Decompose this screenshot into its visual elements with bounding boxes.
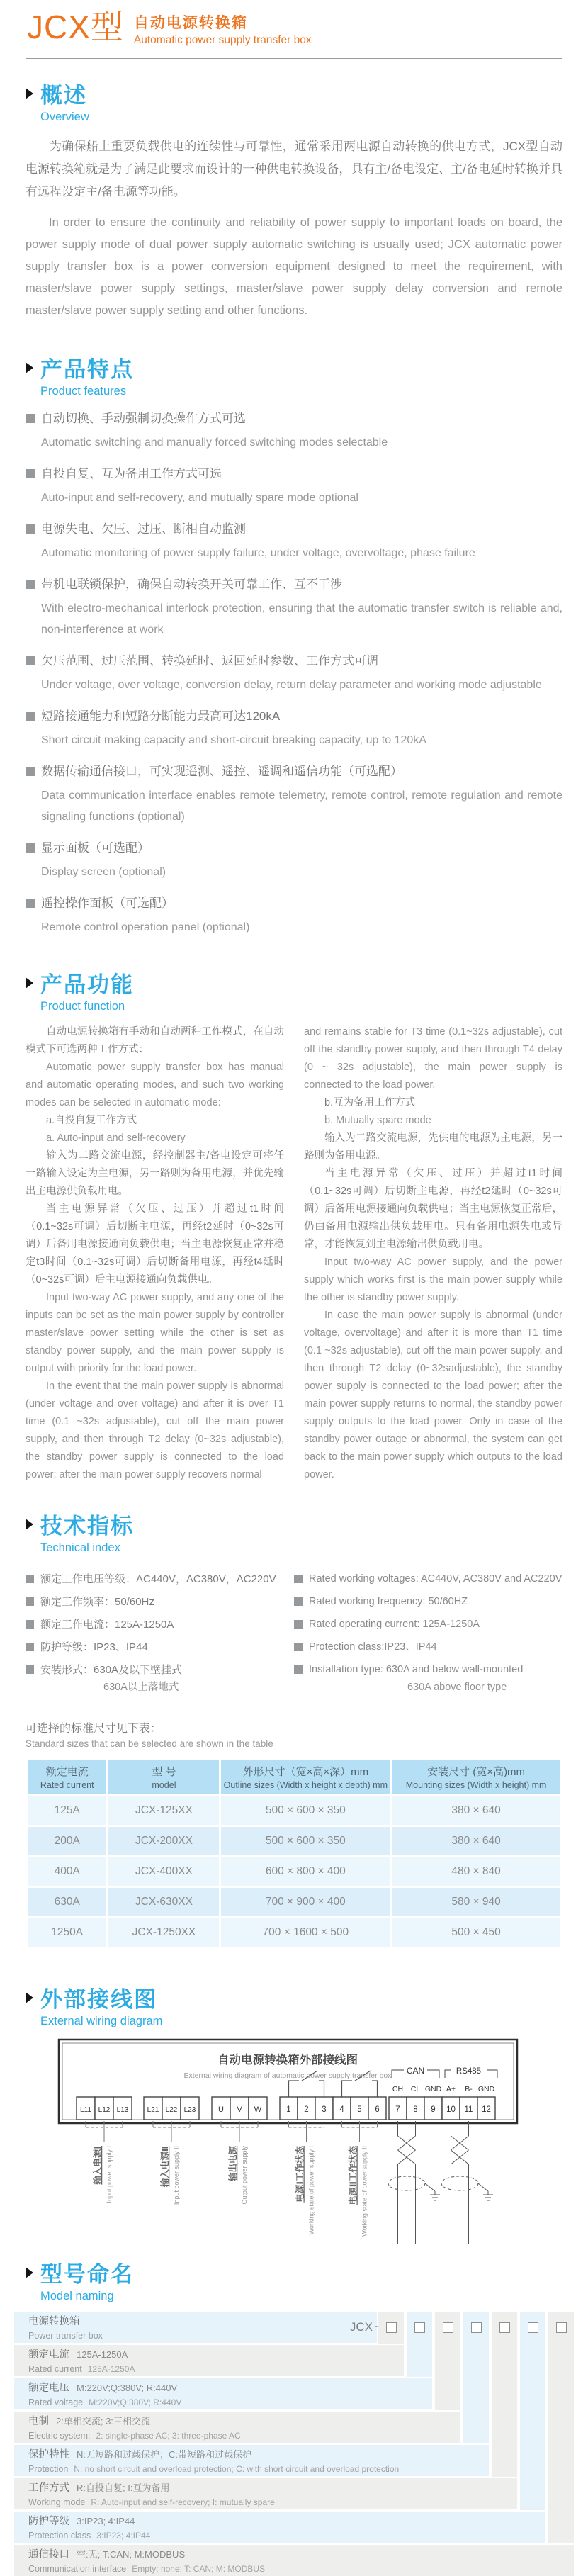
naming-value-zh: 3:IP23; 4:IP44 — [77, 2516, 135, 2526]
function-paragraph: a. Auto-input and self-recovery — [46, 1132, 186, 1144]
section-title-zh: 型号命名 — [40, 2262, 134, 2287]
sizes-note-zh: 可选择的标准尺寸见下表： — [26, 1723, 162, 1735]
feature-text-en: Auto-input and self-recovery, and mutually spare mode optional — [41, 492, 358, 504]
feature-item — [26, 651, 562, 696]
feature-text-zh: 自动切换、手动强制切换操作方式可选 — [41, 412, 246, 425]
wiring-diagram-title-en: External wiring diagram of automatic power supply transfer box — [183, 2071, 392, 2080]
triangle-marker-icon — [26, 977, 33, 989]
table-cell: 1250A — [28, 1918, 106, 1947]
rs485-label: RS485 — [456, 2067, 482, 2076]
overview-paragraph-en: In order to ensure the continuity and reliability of power supply to important loads on board, the power supply mode of dual power supply automatic switching is usually used; JCX automatic power supply transfer box is a power conversion equipment designed to meet the requirement, with master/slave power supply settings, master/slave power supply delay conversion and remote master/slave power supply setting and other functions. — [26, 216, 562, 317]
overview-title — [26, 77, 562, 109]
table-cell: 380 × 640 — [392, 1827, 560, 1855]
section-title-en: Technical index — [40, 1541, 120, 1554]
terminal-label: 3 — [322, 2105, 327, 2114]
naming-value-en: 125A-1250A — [87, 2364, 135, 2374]
naming-box — [528, 2322, 538, 2333]
bullet-icon — [294, 1643, 303, 1651]
terminal-label: 2 — [304, 2105, 309, 2114]
terminal-label: 11 — [464, 2105, 473, 2114]
ground-lead — [425, 2183, 435, 2191]
wiring-diagram-title-zh: 自动电源转换箱外部接线图 — [217, 2054, 358, 2066]
wiring-group-label-zh: 电源Ⅱ工作状态 — [348, 2146, 358, 2205]
naming-value-en: R: Auto-input and self-recovery; I: mutually spare — [91, 2497, 275, 2507]
wiring-group-label-zh: 输出电源 — [228, 2146, 238, 2182]
feature-item — [26, 706, 562, 751]
naming-row — [14, 2412, 460, 2443]
function-paragraph: 自动电源转换箱有手动和自动两种工作模式，在自动模式下可选两种工作方式： — [26, 1026, 284, 1055]
naming-value-en: 2: single-phase AC; 3: three-phase AC — [96, 2431, 241, 2441]
bullet-icon — [294, 1620, 303, 1629]
tech-item: 额定工作电流：125A-1250A — [26, 1615, 294, 1634]
table-cell: 700 × 900 × 400 — [221, 1888, 390, 1916]
triangle-marker-icon — [26, 88, 33, 99]
product-title-en: Automatic power supply transfer box — [133, 34, 312, 46]
terminal-label: 5 — [357, 2105, 362, 2114]
naming-row — [14, 2512, 545, 2543]
naming-column-strip — [492, 2312, 517, 2477]
feature-item — [26, 893, 562, 938]
terminal-label: 9 — [431, 2105, 436, 2114]
feature-text-en: Remote control operation panel (optional) — [41, 921, 250, 933]
triangle-marker-icon — [26, 1519, 33, 1530]
naming-title — [26, 2256, 562, 2288]
feature-text-zh: 短路接通能力和短路分断能力最高可达120kA — [41, 709, 281, 723]
feature-text-zh: 带机电联锁保护，确保自动转换开关可靠工作、互不干涉 — [41, 578, 342, 591]
section-title-en: Product features — [40, 385, 127, 398]
triangle-marker-icon — [26, 362, 33, 373]
table-cell: JCX-400XX — [108, 1857, 219, 1886]
table-header-cell: 额定电流 Rated current — [28, 1760, 106, 1794]
table-cell: 700 × 1600 × 500 — [221, 1918, 390, 1947]
ground-symbol — [430, 2191, 440, 2200]
section-title-zh: 技术指标 — [40, 1514, 134, 1539]
technical-column-zh — [26, 1566, 294, 1695]
feature-text-en: Automatic switching and manually forced switching modes selectable — [41, 437, 388, 449]
table-header-row — [28, 1760, 560, 1794]
pin-label: CL — [410, 2085, 421, 2093]
terminal-label: U — [218, 2105, 224, 2114]
naming-label-en: Working mode — [28, 2497, 86, 2507]
naming-label-zh: 电制 — [28, 2416, 49, 2427]
section-title-en: Product function — [40, 1000, 125, 1013]
section-title-en: Overview — [40, 111, 89, 123]
naming-row — [14, 2478, 517, 2509]
function-column-left — [26, 1023, 284, 1484]
naming-row — [14, 2445, 489, 2476]
header-divider — [26, 58, 562, 59]
tech-item: Rated working frequency: 50/60HZ — [294, 1592, 562, 1612]
product-model: JCX型 — [27, 9, 124, 45]
naming-label-zh: 额定电压 — [28, 2383, 69, 2394]
tech-item: 额定工作电压等级：AC440V，AC380V，AC220V — [26, 1570, 294, 1589]
terminal-strip — [77, 2097, 495, 2120]
shield-ellipse — [441, 2176, 478, 2190]
shield-ellipse — [388, 2176, 425, 2190]
function-paragraph: Input two-way AC power supply, and any one of the inputs can be set as the main power supply by controller master/slave power setting while the other is set as standby power supply, and the main power supply is output with priority for the load power. — [26, 1292, 284, 1374]
feature-text-zh: 遥控操作面板（可选配） — [41, 896, 174, 910]
naming-value-en: Empty: none; T: CAN; M: MODBUS — [132, 2564, 266, 2574]
bullet-icon — [294, 1665, 303, 1674]
naming-label-en: Protection — [28, 2464, 69, 2474]
bullet-icon — [26, 1643, 34, 1651]
naming-row — [14, 2345, 404, 2376]
feature-text-zh: 欠压范围、过压范围、转换延时、返回延时参数、工作方式可调 — [41, 654, 378, 668]
naming-label-zh: 工作方式 — [28, 2482, 69, 2494]
bullet-icon — [26, 524, 35, 534]
feature-text-en: Short circuit making capacity and short-circuit breaking capacity, up to 120kA — [41, 734, 426, 746]
table-cell: JCX-200XX — [108, 1827, 219, 1855]
table-row — [28, 1796, 560, 1825]
tech-item: 额定工作频率：50/60Hz — [26, 1592, 294, 1612]
table-cell: 380 × 640 — [392, 1796, 560, 1825]
function-paragraph: In case the main power supply is abnormal (under voltage, overvoltage) and after it is more than T1 time (0.1 ~32s adjustable), cut off the main power supply, and then through T2 delay (0~32sadjustable), the standby power supply is connected to the load power; after the main power supply returns to normal, the standby power supply outputs to the load power. Only in case of the standby power outage or abnormal, the system can get back to the main power supply which outputs to the load power. — [304, 1310, 562, 1480]
naming-row — [14, 2312, 377, 2343]
pin-label: GND — [424, 2085, 442, 2093]
naming-box — [556, 2322, 567, 2333]
wiring-group-label-en: Working state of power supply II — [361, 2146, 368, 2237]
naming-label-en: Power transfer box — [28, 2331, 103, 2341]
technical-title — [26, 1508, 562, 1540]
bullet-icon — [26, 1665, 34, 1674]
tech-item: Rated working voltages: AC440V, AC380V and AC220V — [294, 1570, 562, 1589]
terminal-label: L13 — [116, 2106, 129, 2114]
naming-value-zh: N:无短路和过载保护；C:带短路和过载保护 — [77, 2449, 252, 2460]
table-row — [28, 1827, 560, 1855]
naming-label-en: Rated voltage — [28, 2397, 84, 2407]
table-cell: JCX-1250XX — [108, 1918, 219, 1947]
function-title — [26, 967, 562, 999]
sizes-table — [26, 1757, 562, 1949]
naming-box — [414, 2322, 425, 2333]
feature-text-en: With electro-mechanical interlock protection, ensuring that the automatic transfer switch is reliable and, non-interference at work — [41, 602, 562, 636]
naming-value-en: 3:IP23; 4:IP44 — [96, 2531, 151, 2541]
terminal-label: L22 — [165, 2106, 178, 2114]
model-naming-diagram — [14, 2312, 588, 2576]
triangle-marker-icon — [26, 2267, 33, 2278]
tech-item: Rated operating current: 125A-1250A — [294, 1615, 562, 1634]
terminal-label: L21 — [147, 2106, 159, 2114]
tech-item: Protection class:IP23、IP44 — [294, 1638, 562, 1657]
naming-label-en: Communication interface — [28, 2564, 127, 2574]
naming-label-zh: 防护等级 — [28, 2516, 69, 2527]
feature-text-en: Under voltage, over voltage, conversion delay, return delay parameter and working mode adjustable — [41, 679, 542, 691]
product-title-zh: 自动电源转换箱 — [133, 15, 248, 31]
terminal-label: 8 — [413, 2105, 418, 2114]
naming-value-en: M:220V;Q:380V; R:440V — [89, 2397, 182, 2407]
section-title-zh: 产品特点 — [40, 357, 134, 382]
section-title-zh: 概述 — [40, 83, 87, 108]
table-cell: 580 × 940 — [392, 1888, 560, 1916]
overview-paragraph-zh: 为确保船上重要负载供电的连续性与可靠性，通常采用两电源自动转换的供电方式，JCX型自动电源转换箱就是为了满足此要求而设计的一种供电转换设备，具有主/备电设定、主/备电延时转换并具有远程设定主/备电源等功能。 — [26, 140, 562, 198]
naming-row — [14, 2545, 574, 2576]
terminal-label: 1 — [286, 2105, 291, 2114]
naming-value-zh: M:220V;Q:380V; R:440V — [77, 2383, 178, 2393]
technical-columns — [26, 1566, 562, 1695]
tech-item: Installation type: 630A and below wall-mounted — [294, 1660, 562, 1680]
feature-item — [26, 574, 562, 641]
function-columns — [26, 1023, 562, 1484]
bullet-icon — [26, 1597, 34, 1606]
wiring-group-label-en: Input power supply I — [106, 2146, 113, 2203]
bullet-icon — [26, 414, 35, 423]
table-header-cell: 外形尺寸（宽×高×深）mm Outline sizes (Width x height x depth) mm — [221, 1760, 390, 1794]
product-title-block — [134, 11, 312, 47]
bullet-icon — [26, 580, 35, 589]
feature-text-zh: 数据传输通信接口，可实现遥测、遥控、遥调和遥信功能（可选配） — [41, 765, 402, 778]
twisted-pair-cable — [388, 2121, 440, 2244]
wiring-group-label-zh: 电源Ⅰ工作状态 — [295, 2146, 305, 2203]
naming-label-zh: 额定电流 — [28, 2349, 69, 2361]
table-cell: 400A — [28, 1857, 106, 1886]
function-paragraph: and remains stable for T3 time (0.1~32s adjustable), cut off the standby power supply, and then through T4 delay (0 ~ 32s adjustable), the main power supply is connected to the load power. — [304, 1026, 562, 1091]
naming-label-en: Rated current — [28, 2364, 82, 2374]
terminal-label: V — [237, 2105, 242, 2114]
table-cell: 480 × 840 — [392, 1857, 560, 1886]
feature-text-en: Data communication interface enables remote telemetry, remote control, remote regulation and remote signaling functions (optional) — [41, 789, 562, 823]
ground-symbol — [483, 2191, 493, 2200]
function-paragraph: b. Mutually spare mode — [324, 1115, 431, 1126]
naming-box — [499, 2322, 510, 2333]
terminal-label: W — [254, 2105, 262, 2114]
tech-item-extra: 630A above floor type — [407, 1682, 507, 1693]
terminal-label: L23 — [183, 2106, 196, 2114]
group-connector — [86, 2121, 378, 2142]
ground-lead — [478, 2183, 488, 2191]
technical-column-en — [294, 1566, 562, 1695]
section-overview — [26, 77, 562, 322]
section-title-zh: 产品功能 — [40, 972, 134, 997]
bullet-icon — [26, 1575, 34, 1583]
terminal-label: 12 — [482, 2105, 491, 2114]
feature-text-zh: 电源失电、欠压、过压、断相自动监测 — [41, 522, 246, 536]
function-paragraph: 输入为二路交流电源，经控制器主/备电设定可将任一路输入设定为主电源，另一路则为备用电源，并优先输出主电源供负载用电。 — [26, 1150, 284, 1197]
naming-label-zh: 保护特性 — [28, 2449, 69, 2460]
table-cell: 200A — [28, 1827, 106, 1855]
function-paragraph: 输入为二路交流电源，先供电的电源为主电源，另一路则为备用电源。 — [304, 1132, 562, 1162]
terminal-label: 4 — [339, 2105, 344, 2114]
feature-item — [26, 463, 562, 509]
naming-box — [443, 2322, 453, 2333]
naming-row — [14, 2378, 432, 2409]
naming-label-zh: 电源转换箱 — [28, 2316, 80, 2327]
wiring-group-label-zh: 输入电源Ⅰ — [93, 2146, 103, 2185]
feature-text-zh: 自投自复、互为备用工作方式可选 — [41, 467, 222, 480]
naming-value-zh: 125A-1250A — [77, 2349, 128, 2360]
naming-value-en: N: no short circuit and overload protection; C: with short circuit and overload protection — [74, 2464, 400, 2474]
pin-label: A+ — [446, 2085, 456, 2093]
can-label: CAN — [406, 2066, 425, 2076]
pin-label: CH — [392, 2085, 404, 2093]
bullet-icon — [26, 899, 35, 908]
bullet-icon — [294, 1597, 303, 1606]
naming-value-zh: 2:单相交流; 3:三相交流 — [56, 2416, 150, 2426]
bullet-icon — [294, 1575, 303, 1583]
pin-label: GND — [477, 2085, 495, 2093]
function-paragraph: In the event that the main power supply is abnormal (under voltage and over voltage) and after it is over T1 time (0.1 ~32s adjustable), cut off the main power supply, and then through T2 delay (0~32s adjustable), the standby power supply is connected to the load power; after the main power supply recovers normal — [26, 1380, 284, 1480]
section-title-zh: 外部接线图 — [40, 1987, 157, 2012]
terminal-label: 10 — [446, 2105, 456, 2114]
terminal-label: 6 — [375, 2105, 380, 2114]
naming-label-zh: 通信接口 — [28, 2549, 69, 2560]
naming-value-zh: 空:无; T:CAN; M:MODBUS — [77, 2549, 186, 2560]
naming-column-strip — [548, 2312, 574, 2543]
table-header-cell: 型 号 model — [108, 1760, 219, 1794]
table-cell: 600 × 800 × 400 — [221, 1857, 390, 1886]
pin-label: B- — [465, 2085, 473, 2093]
feature-item — [26, 519, 562, 564]
table-cell: 125A — [28, 1796, 106, 1825]
tech-item: 安装形式：630A及以下壁挂式 — [26, 1660, 294, 1680]
section-title-en: External wiring diagram — [40, 2015, 163, 2027]
function-paragraph: Input two-way AC power supply, and the power supply which works first is the main power supply while the other is standby power supply. — [304, 1256, 562, 1303]
function-paragraph: b.互为备用工作方式 — [324, 1097, 416, 1108]
section-features — [26, 351, 562, 938]
table-row — [28, 1857, 560, 1886]
section-technical — [26, 1508, 562, 1949]
table-cell: 500 × 450 — [392, 1918, 560, 1947]
naming-column-strip — [520, 2312, 545, 2510]
wiring-group-label-en: Input power supply II — [173, 2146, 180, 2205]
function-paragraph: 当主电源异常（欠压、过压）并超过t1时间（0.1~32s可调）后切断主电源，再经t2延时（0~32s可调）后备用电源接通向负载供电；当主电源恢复正常并稳定t3时间（0.1~32s可调）后切断备用电源，再经t4延时（0~32s可调）后主电源接通向负载供电。 — [26, 1203, 284, 1286]
features-title — [26, 351, 562, 383]
wiring-group-label-en: Working state of power supply I — [307, 2146, 315, 2235]
table-cell: 500 × 600 × 350 — [221, 1827, 390, 1855]
table-cell: JCX-630XX — [108, 1888, 219, 1916]
wiring-group-label-zh: 输入电源Ⅱ — [160, 2146, 170, 2188]
bullet-icon — [26, 656, 35, 665]
bullet-icon — [26, 712, 35, 721]
naming-prefix: JCX — [349, 2320, 373, 2334]
table-cell: 630A — [28, 1888, 106, 1916]
table-cell: 500 × 600 × 350 — [221, 1796, 390, 1825]
naming-column-strip — [407, 2312, 432, 2377]
feature-item — [26, 838, 562, 883]
naming-label-en: Protection class — [28, 2531, 91, 2541]
feature-item — [26, 408, 562, 454]
section-function — [26, 967, 562, 1484]
wiring-diagram — [26, 2038, 564, 2251]
wiring-group-label-en: Output power supply — [241, 2146, 248, 2205]
bullet-icon — [26, 1620, 34, 1629]
bullet-icon — [26, 469, 35, 478]
naming-dash: - — [375, 2320, 378, 2332]
terminal-label: L11 — [80, 2106, 91, 2114]
section-naming — [26, 2256, 562, 2303]
bullet-icon — [26, 843, 35, 853]
bullet-icon — [26, 767, 35, 776]
table-row — [28, 1918, 560, 1947]
section-title-en: Model naming — [40, 2290, 114, 2302]
tech-item: 防护等级：IP23、IP44 — [26, 1638, 294, 1657]
function-paragraph: Automatic power supply transfer box has manual and automatic operating modes, and such two working modes can be selected in automatic mode: — [26, 1062, 284, 1108]
terminal-label: L12 — [98, 2106, 111, 2114]
naming-box — [386, 2322, 397, 2333]
terminal-label: 7 — [395, 2105, 400, 2114]
section-wiring — [26, 1981, 562, 2028]
wiring-title — [26, 1981, 562, 2013]
page-header — [0, 0, 588, 47]
function-paragraph: a.自投自复工作方式 — [46, 1115, 137, 1126]
table-row — [28, 1888, 560, 1916]
feature-text-en: Automatic monitoring of power supply failure, under voltage, overvoltage, phase failure — [41, 547, 475, 559]
function-column-right — [304, 1023, 562, 1484]
feature-text-zh: 显示面板（可选配） — [41, 841, 149, 855]
naming-box — [471, 2322, 482, 2333]
twisted-pair-cable — [441, 2121, 493, 2244]
table-header-cell: 安装尺寸 (宽×高)mm Mounting sizes (Width x height) mm — [392, 1760, 560, 1794]
tech-item-extra: 630A以上落地式 — [103, 1682, 179, 1693]
naming-label-en: Electric system: — [28, 2431, 91, 2441]
feature-item — [26, 761, 562, 828]
sizes-note-en: Standard sizes that can be selected are shown in the table — [26, 1738, 273, 1749]
table-cell: JCX-125XX — [108, 1796, 219, 1825]
feature-text-en: Display screen (optional) — [41, 866, 166, 878]
naming-value-zh: R:自投自复; I:互为备用 — [77, 2482, 170, 2493]
function-paragraph: 当主电源异常（欠压、过压）并超过t1时间（0.1~32s可调）后切断主电源，再经t2延时（0~32s可调）后备用电源接通向负载供电；当主电源恢复正常后，仍由备用电源输出供负载用电。只有备用电源失电或异常，才能恢复到主电源输出供负载用电。 — [304, 1168, 562, 1250]
triangle-marker-icon — [26, 1992, 33, 2003]
